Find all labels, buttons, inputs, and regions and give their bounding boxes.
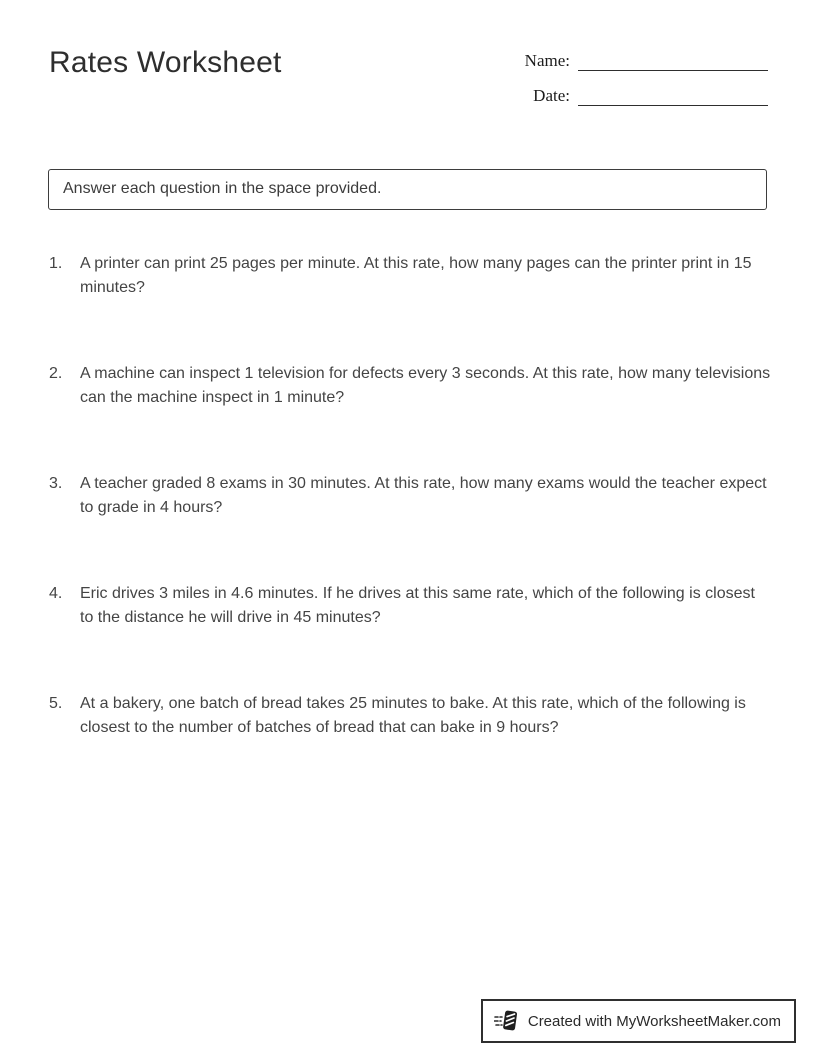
name-label: Name:: [524, 50, 570, 70]
question-number: 2.: [49, 365, 63, 382]
question-text: A printer can print 25 pages per minute. At this rate, how many pages can the printer print in 15 minutes?: [80, 255, 752, 296]
question-text: A machine can inspect 1 television for defects every 3 seconds. At this rate, how many televisions can the machine inspect in 1 minute?: [80, 365, 771, 406]
footer-credit-text: Created with MyWorksheetMaker.com: [527, 1012, 781, 1030]
question-text: At a bakery, one batch of bread takes 25 minutes to bake. At this rate, which of the following is closest to the number of batches of bread that can bake in 9 hours?: [80, 695, 746, 736]
worksheet-header: [49, 46, 768, 106]
question-number: 5.: [49, 695, 63, 712]
name-row: [518, 50, 768, 71]
name-date-block: [518, 46, 768, 106]
question-item: [49, 472, 772, 520]
footer-credit-badge: [481, 999, 796, 1043]
question-text: Eric drives 3 miles in 4.6 minutes. If he drives at this same rate, which of the following is closest to the distance he will drive in 45 minutes?: [80, 585, 755, 626]
question-number: 1.: [49, 255, 63, 272]
question-item: [49, 252, 772, 300]
question-item: [49, 362, 772, 410]
question-item: [49, 692, 772, 740]
instructions-box: Answer each question in the space provided.: [48, 169, 767, 210]
question-item: [49, 582, 772, 630]
question-text: A teacher graded 8 exams in 30 minutes. At this rate, how many exams would the teacher expect to grade in 4 hours?: [80, 475, 767, 516]
name-blank-line: [578, 50, 768, 71]
page-title: Rates Worksheet: [49, 46, 282, 79]
question-number: 4.: [49, 585, 63, 602]
question-list: [49, 252, 772, 802]
date-label: Date:: [533, 85, 570, 105]
worksheet-maker-logo-icon: [494, 1008, 520, 1034]
date-blank-line: [578, 85, 768, 106]
date-row: [518, 85, 768, 106]
question-number: 3.: [49, 475, 63, 492]
